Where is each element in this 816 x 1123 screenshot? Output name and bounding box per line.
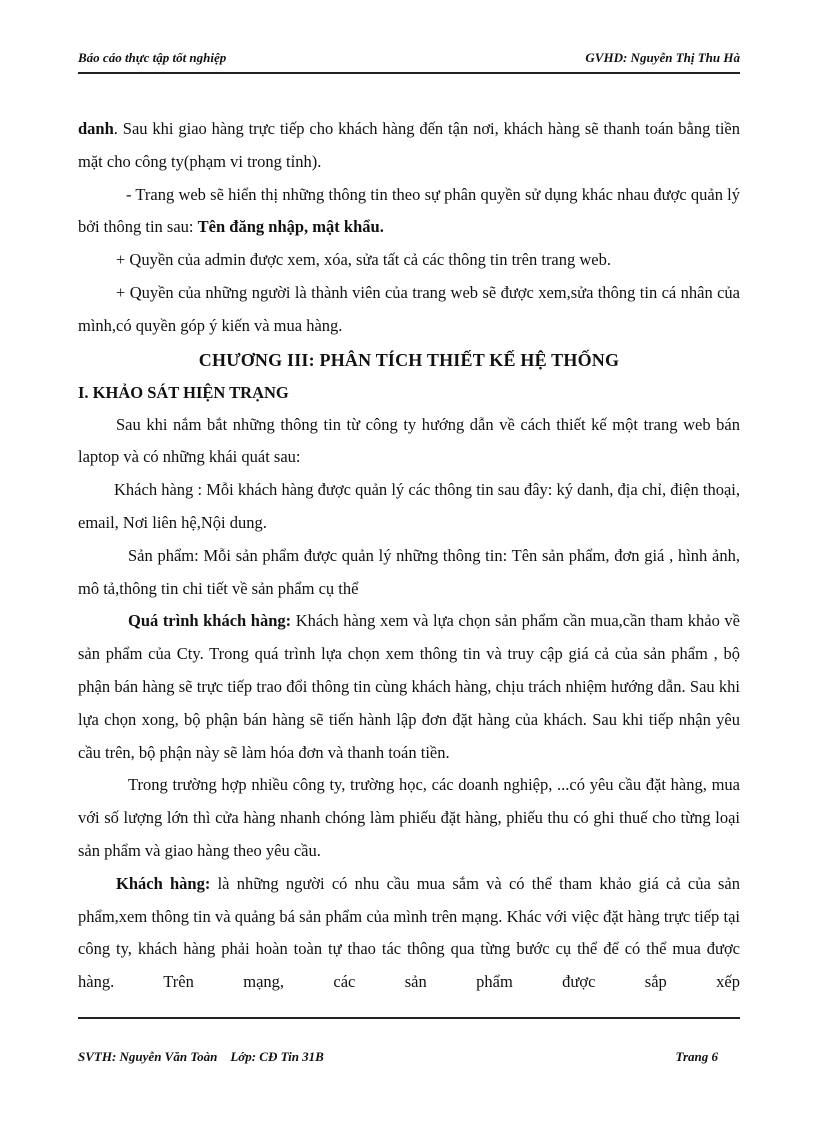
bold-term: Khách hàng:	[116, 873, 211, 893]
bold-term: danh	[78, 119, 114, 138]
paragraph-8: Quá trình khách hàng: Khách hàng xem và lựa chọn sản phẩm cần mua,cần tham khảo về sản phẩm của Cty. Trong quá trình lựa chọn xem thông tin và truy cập giá cả của sản phẩm , bộ phận bán hàng sẽ trực tiếp trao đổi thông tin cùng khách hàng, chịu trách nhiệm hướng dẫn. Sau khi lựa chọn xong, bộ phận bán hàng sẽ tiến hành lập đơn đặt hàng của khách. Sau khi tiếp nhận yêu cầu trên, bộ phận này sẽ làm hóa đơn và thanh toán tiền.	[78, 611, 740, 762]
page-body	[78, 113, 740, 999]
class-name: Lớp: CĐ Tin 31B	[230, 1049, 324, 1064]
section-title: I. KHẢO SÁT HIỆN TRẠNG	[78, 382, 289, 402]
page-footer	[78, 1017, 740, 1064]
bold-term: Tên đăng nhập, mật khẩu.	[197, 217, 384, 237]
paragraph-9: Trong trường hợp nhiều công ty, trường học, các doanh nghiệp, ...có yêu cầu đặt hàng, mua với số lượng lớn thì cửa hàng nhanh chóng làm phiếu đặt hàng, phiếu thu có ghi thuế cho từng loại sản phẩm và giao hàng theo yêu cầu.	[78, 775, 740, 860]
student-name: SVTH: Nguyễn Văn Toàn	[78, 1049, 218, 1064]
paragraph-7: Sản phẩm: Mỗi sản phẩm được quản lý những thông tin: Tên sản phẩm, đơn giá , hình ảnh, mô tả,thông tin chi tiết về sản phẩm cụ thể	[78, 545, 740, 598]
student-info	[78, 1049, 324, 1065]
paragraph-2: - Trang web sẽ hiển thị những thông tin theo sự phân quyền sử dụng khác nhau được quản lý bởi thông tin sau: Tên đăng nhập, mật khẩu.	[78, 184, 740, 237]
paragraph-6: Khách hàng : Mỗi khách hàng được quản lý các thông tin sau đây: ký danh, địa chỉ, điện thoại, email, Nơi liên hệ,Nội dung.	[78, 480, 740, 532]
paragraph-4: + Quyền của những người là thành viên của trang web sẽ được xem,sửa thông tin cá nhân của mình,có quyền góp ý kiến và mua hàng.	[78, 282, 740, 335]
report-title: Báo cáo thực tập tốt nghiệp	[78, 50, 227, 65]
paragraph-1: danh. Sau khi giao hàng trực tiếp cho khách hàng đến tận nơi, khách hàng sẽ thanh toán bằng tiền mặt cho công ty(phạm vi trong tỉnh).	[78, 119, 740, 171]
chapter-title: CHƯƠNG III: PHÂN TÍCH THIẾT KẾ HỆ THỐNG	[198, 349, 620, 370]
supervisor-name: GVHD: Nguyễn Thị Thu Hà	[585, 50, 740, 65]
page-number: Trang 6	[675, 1049, 718, 1064]
paragraph-3: + Quyền của admin được xem, xóa, sửa tất cả các thông tin trên trang web.	[116, 250, 611, 270]
paragraph-5: Sau khi nắm bắt những thông tin từ công ty hướng dẫn về cách thiết kế một trang web bán laptop và có những khái quát sau:	[78, 414, 740, 467]
page-header	[78, 48, 740, 74]
bold-term: Quá trình khách hàng:	[128, 611, 292, 631]
paragraph-10: Khách hàng: là những người có nhu cầu mua sắm và có thể tham khảo giá cả của sản phẩm,xem thông tin và quảng bá sản phẩm của mình trên mạng. Khác với việc đặt hàng trực tiếp tại công ty, khách hàng phải hoàn toàn tự thao tác thông qua từng bước cụ thể để có thể mua được hàng. Trên mạng, các sản phẩm được sắp xếp	[78, 873, 740, 992]
